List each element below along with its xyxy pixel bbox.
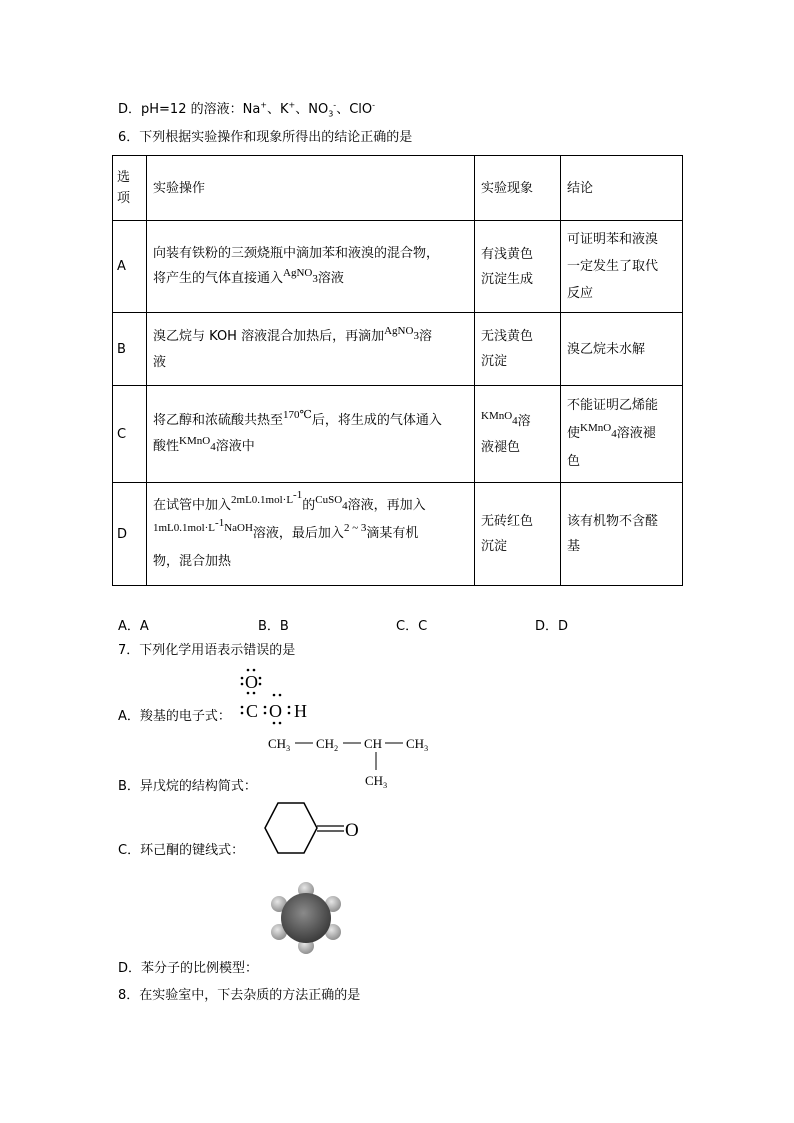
- q5-option-d: D．pH=12 的溶液：Na+、K+、$NO_3^-$、ClO-: [118, 100, 375, 119]
- q7-option-b: B．异戊烷的结构简式：: [118, 779, 257, 794]
- svg-text:CH2: $CH_2$: [316, 736, 339, 753]
- q8-stem: 8．在实验室中，下去杂质的方法正确的是: [118, 988, 361, 1003]
- svg-text:CH: CH: [364, 736, 383, 751]
- experiment-table: [112, 155, 683, 586]
- isopentane-structure: [266, 730, 446, 790]
- carbonyl-o: O: [345, 820, 359, 841]
- cyclohexanone-skeletal: [252, 800, 372, 860]
- benzene-space-filling-model: [268, 880, 348, 956]
- q7-option-a: A．羧基的电子式：: [118, 709, 231, 724]
- header-operation: 实验操作: [147, 156, 475, 221]
- carboxyl-electron-formula: [236, 665, 316, 727]
- svg-text:CH3: $CH_3$: [406, 736, 429, 753]
- table-row: B 溴乙烷与 KOH 溶液混合加热后，再滴加$^{AgNO}_3$溶 液 无浅黄色 沉淀 溴乙烷未水解: [113, 313, 683, 386]
- formula-o-top: O: [245, 672, 258, 692]
- header-phenomenon: 实验现象: [475, 156, 561, 221]
- q7-option-c: C．环己酮的键线式：: [118, 843, 245, 858]
- choice-c[interactable]: C．C: [396, 619, 428, 634]
- choice-a[interactable]: A．A: [118, 619, 149, 634]
- table-row: A 向装有铁粉的三颈烧瓶中滴加苯和液溴的混合物， 将产生的气体直接通入$^{AgNO}_3$溶液 有浅黄色 沉淀生成 可证明苯和液溴 一定发生了取代 反应: [113, 221, 683, 313]
- q7-stem: 7．下列化学用语表示错误的是: [118, 643, 296, 658]
- table-row: C 将乙醇和浓硫酸共热至$^{170℃}$后，将生成的气体通入 酸性$^{KMnO}_4$溶液中 $^{KMnO}_4$溶 液褪色 不能证明乙烯能 使$^{KMnO}_4$溶液褪 色: [113, 386, 683, 483]
- formula-c: C: [246, 701, 259, 721]
- table-row: D 在试管中加入$^{2mL0.1mol\cdot L-1}$的$^{CuSO}_4$溶液，再加入 $^{1mL0.1mol\cdot L-1NaOH}$溶液，最后加入$^{2 \sim 3}$滴某有机 物，混合加热 无砖红色 沉淀 该有机物不含醛 基: [113, 483, 683, 586]
- formula-h: H: [294, 701, 307, 721]
- choice-b[interactable]: B．B: [258, 619, 289, 634]
- svg-text:CH3: $CH_3$: [268, 736, 291, 753]
- table-header-row: [113, 156, 683, 221]
- header-conclusion: 结论: [561, 156, 683, 221]
- choice-d[interactable]: D．D: [535, 619, 569, 634]
- svg-text:CH3: $CH_3$: [365, 773, 388, 790]
- header-option: 选项: [113, 156, 147, 221]
- q6-stem: 6．下列根据实验操作和现象所得出的结论正确的是: [118, 130, 413, 145]
- q7-option-d: D．苯分子的比例模型：: [118, 961, 259, 976]
- formula-o: O: [269, 701, 282, 721]
